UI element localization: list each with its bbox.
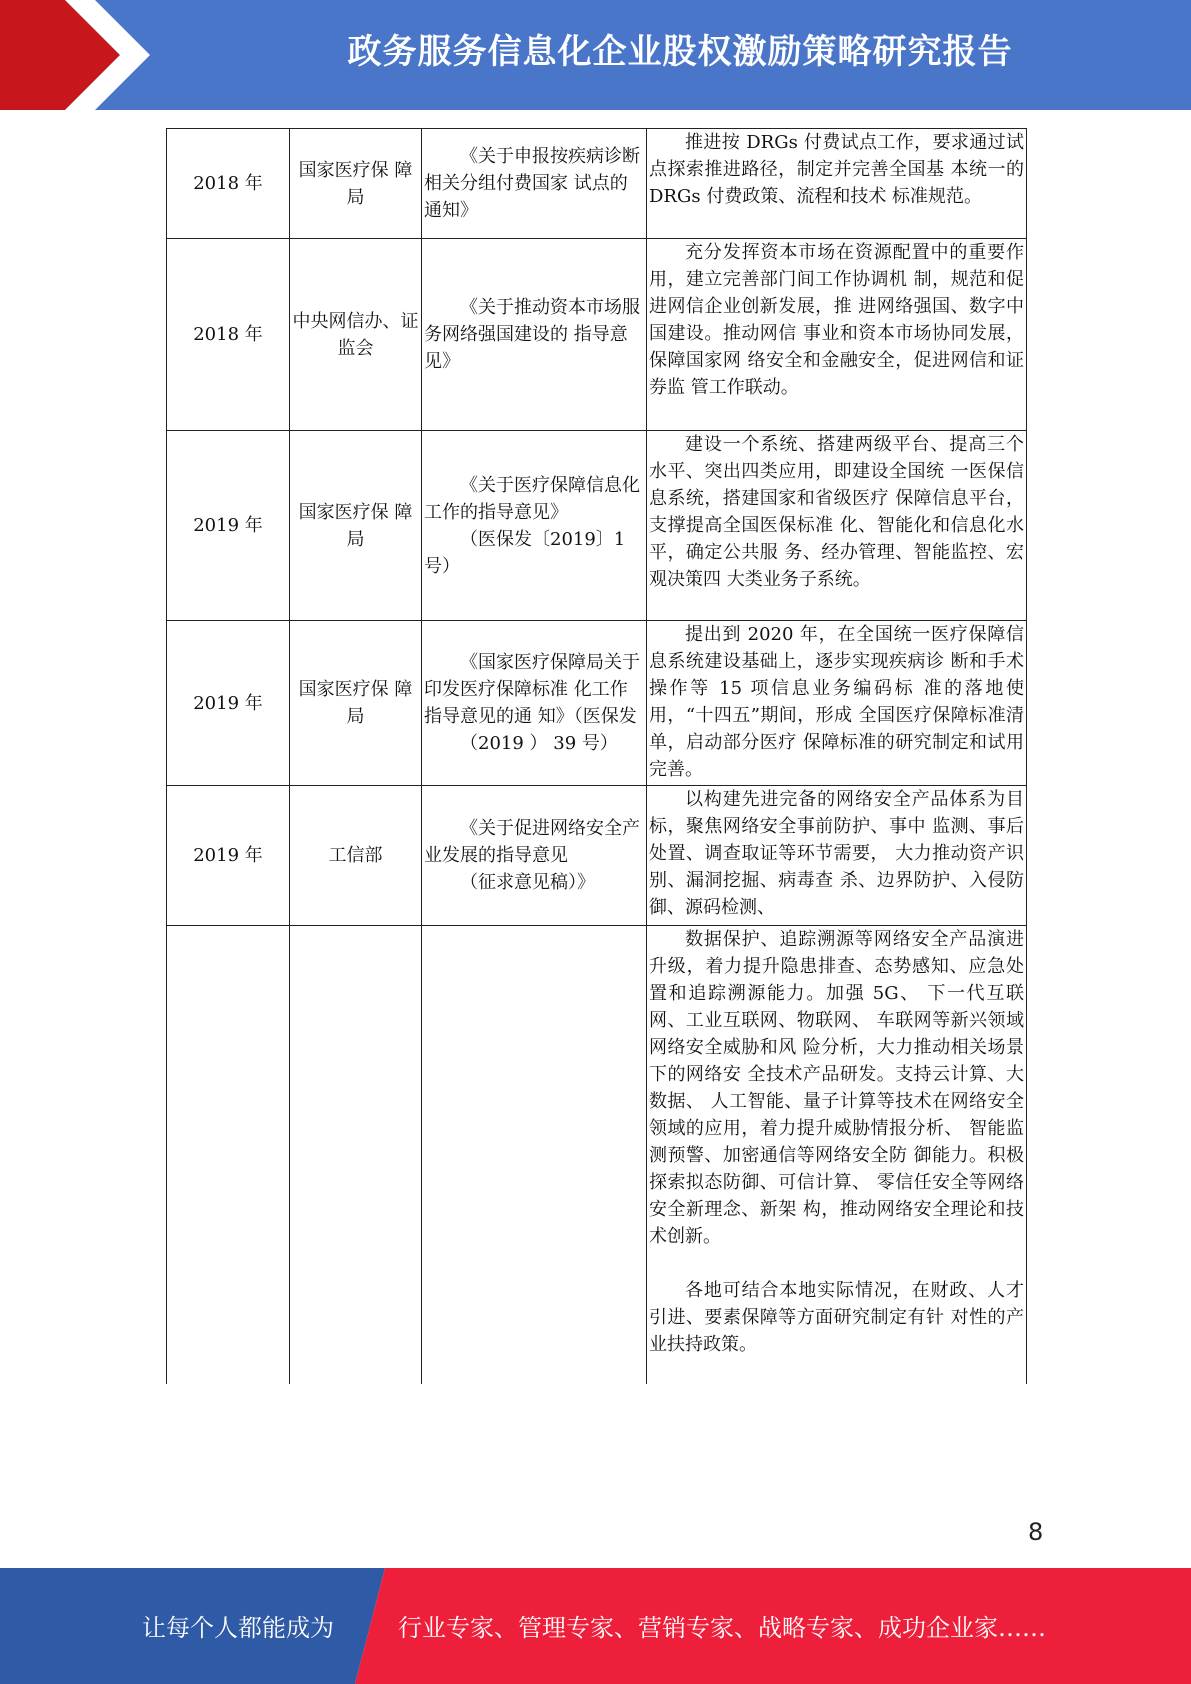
cell-content bbox=[647, 239, 1027, 431]
document-title-line: 《国家医疗保障局关于印发医疗保障标准 化工作指导意见的通 知》（医保发 bbox=[424, 652, 640, 727]
report-header bbox=[0, 0, 1191, 110]
document-title-line: 《关于申报按疾病诊断相关分组付费国家 试点的通知》 bbox=[424, 146, 640, 221]
footer-slogan-right: 行业专家、管理专家、营销专家、战略专家、成功企业家…… bbox=[398, 1614, 1046, 1642]
cell-department: 中央网信办、证监会 bbox=[290, 239, 422, 431]
policy-table bbox=[166, 128, 1027, 1384]
document-title-line: （征求意见稿）》 bbox=[460, 872, 595, 893]
content-paragraph: 建设一个系统、搭建两级平台、提高三个水平、突出四类应用，即建设全国统 一医保信息系统，搭建国家和省级医疗 保障信息平台，支撑提高全国医保标准 化、智能化和信息化水平，确定公共服 务、经办管理、智能监控、宏观决策四 大类业务子系统。 bbox=[649, 434, 1024, 590]
cell-year: 2018 年 bbox=[167, 129, 290, 239]
cell-year: 2019 年 bbox=[167, 786, 290, 926]
report-title: 政务服务信息化企业股权激励策略研究报告 bbox=[347, 32, 1013, 72]
cell-empty bbox=[167, 926, 290, 1384]
footer-banner bbox=[0, 1568, 1191, 1684]
cell-document bbox=[422, 431, 647, 621]
cell-content bbox=[647, 786, 1027, 926]
cell-department: 国家医疗保 障局 bbox=[290, 431, 422, 621]
cell-document bbox=[422, 239, 647, 431]
paragraph-gap bbox=[649, 1250, 1024, 1277]
cell-department: 工信部 bbox=[290, 786, 422, 926]
page-number: 8 bbox=[1028, 1518, 1044, 1546]
document-title-line: 《关于推动资本市场服务网络强国建设的 指导意见》 bbox=[424, 297, 640, 372]
table-row bbox=[167, 239, 1027, 431]
content-paragraph: 提出到 2020 年，在全国统一医疗保障信息系统建设基础上，逐步实现疾病诊 断和手术操作等 15 项信息业务编码标 准的落地使用，“十四五”期间，形成 全国医疗保障标准清单，启动部分医疗 保障标准的研究制定和试用完善。 bbox=[649, 624, 1024, 780]
table-row bbox=[167, 129, 1027, 239]
cell-empty bbox=[422, 926, 647, 1384]
header-red-arrow-decoration bbox=[0, 0, 150, 110]
table-row-continuation bbox=[167, 926, 1027, 1384]
cell-content bbox=[647, 431, 1027, 621]
cell-empty bbox=[290, 926, 422, 1384]
document-title-line: （医保发〔2019〕1 号） bbox=[424, 528, 626, 577]
cell-year: 2019 年 bbox=[167, 621, 290, 786]
cell-year: 2019 年 bbox=[167, 431, 290, 621]
cell-document bbox=[422, 786, 647, 926]
table-row bbox=[167, 431, 1027, 621]
cell-document bbox=[422, 129, 647, 239]
content-paragraph: 推进按 DRGs 付费试点工作，要求通过试点探索推进路径，制定并完善全国基 本统一的 DRGs 付费政策、流程和技术 标准规范。 bbox=[649, 132, 1024, 207]
cell-year: 2018 年 bbox=[167, 239, 290, 431]
cell-content bbox=[647, 926, 1027, 1384]
cell-document bbox=[422, 621, 647, 786]
content-paragraph: 充分发挥资本市场在资源配置中的重要作用，建立完善部门间工作协调机 制，规范和促进网信企业创新发展，推 进网络强国、数字中国建设。推动网信 事业和资本市场协同发展，保障国家网 络安全和金融安全，促进网信和证券监 管工作联动。 bbox=[649, 242, 1024, 398]
cell-content bbox=[647, 621, 1027, 786]
content-paragraph: 以构建先进完备的网络安全产品体系为目标，聚焦网络安全事前防护、事中 监测、事后处置、调查取证等环节需要， 大力推动资产识别、漏洞挖掘、病毒查 杀、边界防护、入侵防御、源码检测、 bbox=[649, 789, 1024, 918]
document-title-line: （2019 ） 39 号） bbox=[460, 733, 618, 754]
footer-slogan-left: 让每个人都能成为 bbox=[142, 1614, 334, 1642]
cell-content bbox=[647, 129, 1027, 239]
table-row bbox=[167, 621, 1027, 786]
document-title-line: 《关于促进网络安全产业发展的指导意见 bbox=[424, 818, 640, 866]
content-paragraph: 数据保护、追踪溯源等网络安全产品演进升级，着力提升隐患排查、态势感知、应急处置和追踪溯源能力。加强 5G、 下一代互联网、工业互联网、物联网、 车联网等新兴领域网络安全威胁和风 险分析，大力推动相关场景下的网络安 全技术产品研发。支持云计算、大数据、 人工智能、量子计算等技术在网络安全 领域的应用，着力提升威胁情报分析、 智能监测预警、加密通信等网络安全防 御能力。积极探索拟态防御、可信计算、 零信任安全等网络安全新理念、新架 构，推动网络安全理论和技术创新。 bbox=[649, 929, 1024, 1247]
table-row bbox=[167, 786, 1027, 926]
cell-department: 国家医疗保 障局 bbox=[290, 621, 422, 786]
document-title-line: 《关于医疗保障信息化工作的指导意见》 bbox=[424, 474, 640, 523]
cell-department: 国家医疗保 障局 bbox=[290, 129, 422, 239]
content-paragraph: 各地可结合本地实际情况，在财政、人才引进、要素保障等方面研究制定有针 对性的产业扶持政策。 bbox=[649, 1280, 1024, 1355]
